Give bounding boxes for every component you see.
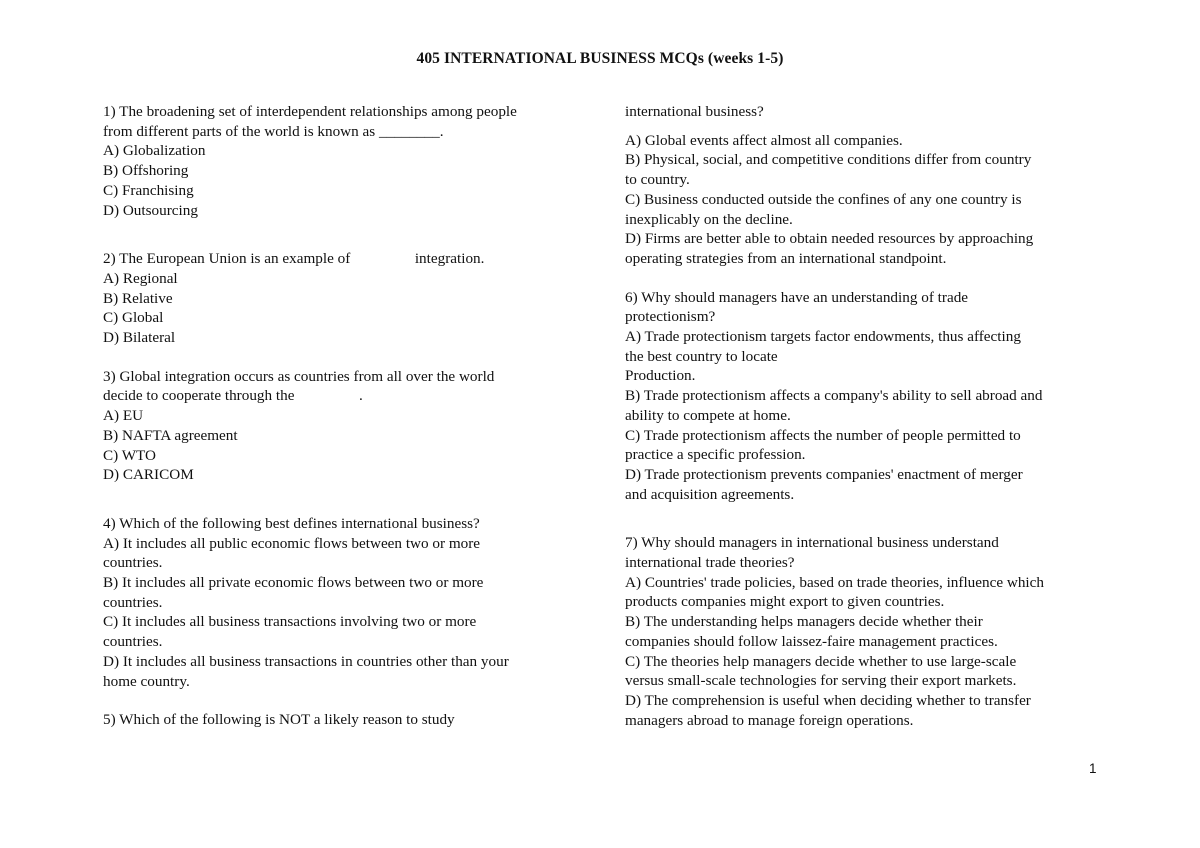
answer-option-continued: versus small-scale technologies for serving their export markets. (625, 672, 1017, 690)
answer-option: B) Offshoring (103, 162, 189, 180)
answer-option: B) Physical, social, and competitive conditions differ from country (625, 151, 1032, 169)
answer-option: C) Global (103, 309, 164, 327)
left-column (103, 102, 573, 730)
answer-option: C) Business conducted outside the confines of any one country is (625, 190, 1022, 208)
answer-option: D) It includes all business transactions in countries other than your (103, 652, 509, 670)
page-title: 405 INTERNATIONAL BUSINESS MCQs (weeks 1-5) (416, 50, 784, 67)
question-3 (103, 367, 573, 485)
answer-option-continued: products companies might export to given countries. (625, 593, 945, 611)
answer-option-continued: countries. (103, 593, 163, 611)
answer-option-continued: countries. (103, 633, 163, 651)
answer-option: D) Outsourcing (103, 201, 198, 219)
question-6 (625, 288, 1103, 505)
answer-option: A) Trade protectionism targets factor endowments, thus affecting (625, 328, 1021, 346)
answer-option-continued: operating strategies from an international standpoint. (625, 249, 947, 267)
question-stem-line: 5) Which of the following is NOT a likely reason to study (103, 711, 455, 729)
answer-option-continued: and acquisition agreements. (625, 485, 795, 503)
answer-option: D) The comprehension is useful when deciding whether to transfer (625, 691, 1031, 709)
question-1 (103, 102, 573, 220)
question-stem-line: 7) Why should managers in international business understand (625, 534, 999, 552)
answer-option: A) Globalization (103, 142, 206, 160)
answer-option-continued: to country. (625, 171, 690, 189)
question-4 (103, 514, 573, 691)
question-7 (625, 533, 1103, 730)
answer-option: A) It includes all public economic flows between two or more (103, 534, 481, 552)
answer-option-continued: Production. (625, 367, 696, 385)
answer-option: D) Firms are better able to obtain needed resources by approaching (625, 230, 1034, 248)
question-stem-line: 2) The European Union is an example of integration. (103, 250, 485, 268)
question-stem-line: 6) Why should managers have an understanding of trade (625, 288, 969, 306)
answer-option: B) Trade protectionism affects a company's ability to sell abroad and (625, 387, 1043, 405)
question-stem-line: from different parts of the world is known as ________. (103, 122, 444, 140)
answer-option-continued: managers abroad to manage foreign operations. (625, 711, 914, 729)
answer-option: C) WTO (103, 446, 157, 464)
answer-option-continued: ability to compete at home. (625, 406, 791, 424)
answer-option: B) The understanding helps managers decide whether their (625, 613, 983, 631)
answer-option: A) Regional (103, 269, 178, 287)
question-stem-line: decide to cooperate through the . (103, 387, 363, 405)
question-stem-line: 3) Global integration occurs as countries from all over the world (103, 367, 495, 385)
answer-option: B) It includes all private economic flows between two or more (103, 574, 484, 592)
question-5-continued (625, 102, 1103, 269)
answer-option-continued: companies should follow laissez-faire management practices. (625, 632, 998, 650)
answer-option: C) Franchising (103, 181, 194, 199)
answer-option: C) Trade protectionism affects the number of people permitted to (625, 426, 1021, 444)
question-stem-line: 4) Which of the following best defines international business? (103, 514, 480, 532)
answer-option: D) CARICOM (103, 466, 194, 484)
page-number: 1 (1089, 761, 1097, 776)
question-stem-line: international trade theories? (625, 554, 795, 572)
answer-option: D) Bilateral (103, 329, 176, 347)
answer-option-continued: the best country to locate (625, 347, 778, 365)
question-stem-line: protectionism? (625, 308, 716, 326)
answer-option: B) NAFTA agreement (103, 426, 238, 444)
answer-option-continued: inexplicably on the decline. (625, 210, 793, 228)
answer-option: C) The theories help managers decide whether to use large-scale (625, 652, 1017, 670)
answer-option: D) Trade protectionism prevents companies' enactment of merger (625, 465, 1023, 483)
answer-option: B) Relative (103, 289, 173, 307)
answer-option-continued: home country. (103, 672, 190, 690)
question-2 (103, 249, 573, 348)
answer-option: A) Global events affect almost all companies. (625, 131, 903, 149)
question-stem-line: 1) The broadening set of interdependent relationships among people (103, 103, 517, 120)
answer-option: C) It includes all business transactions involving two or more (103, 613, 477, 631)
question-5-start (103, 710, 573, 730)
right-column (625, 102, 1103, 730)
question-stem-line: international business? (625, 103, 764, 120)
answer-option: A) Countries' trade policies, based on trade theories, influence which (625, 573, 1044, 591)
answer-option-continued: practice a specific profession. (625, 446, 806, 464)
answer-option: A) EU (103, 407, 144, 425)
answer-option-continued: countries. (103, 554, 163, 572)
